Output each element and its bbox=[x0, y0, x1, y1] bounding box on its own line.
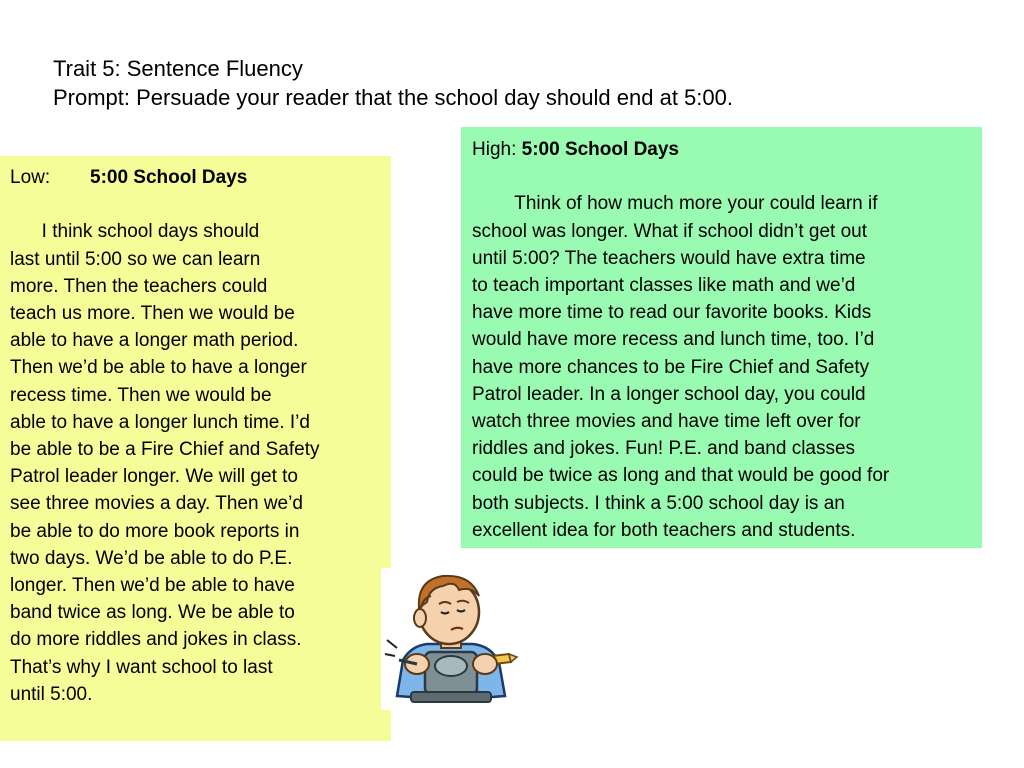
low-essay-line: see three movies a day. Then we’d bbox=[10, 493, 303, 515]
low-essay-line: be able to be a Fire Chief and Safety bbox=[10, 439, 320, 461]
low-essay-body bbox=[10, 218, 385, 708]
high-essay-line: Patrol leader. In a longer school day, you could bbox=[472, 383, 866, 405]
high-essay-line: to teach important classes like math and we’d bbox=[472, 275, 856, 296]
low-essay-line: more. Then the teachers could bbox=[10, 275, 268, 297]
high-essay-line: until 5:00? The teachers would have extra time bbox=[472, 247, 866, 269]
low-essay-line: band twice as long. We be able to bbox=[10, 602, 295, 624]
low-essay-line: Patrol leader longer. We will get to bbox=[10, 466, 298, 488]
high-essay-line: both subjects. I think a 5:00 school day is an bbox=[472, 492, 845, 514]
high-essay-line: have more chances to be Fire Chief and Safety bbox=[472, 356, 870, 378]
spacer bbox=[10, 191, 385, 218]
high-essay-line: could be twice as long and that would be good for bbox=[472, 465, 890, 487]
boy-sharpening-pencil-icon bbox=[381, 568, 521, 710]
high-label: High: bbox=[472, 139, 517, 160]
slide-header bbox=[53, 54, 733, 112]
high-essay-line: have more time to read our favorite books. Kids bbox=[472, 302, 872, 324]
low-label: Low: bbox=[10, 167, 51, 188]
spacer bbox=[472, 163, 976, 190]
high-essay-line: watch three movies and have time left over for bbox=[472, 411, 861, 433]
high-essay-line: Think of how much more your could learn if bbox=[472, 193, 878, 215]
high-title-row bbox=[472, 136, 976, 163]
low-essay-line: last until 5:00 so we can learn bbox=[10, 248, 261, 270]
low-essay-line: do more riddles and jokes in class. bbox=[10, 629, 302, 651]
low-essay-line: until 5:00. bbox=[10, 683, 93, 705]
low-essay-line: Then we’d be able to have a longer bbox=[10, 357, 307, 379]
high-essay-line: excellent idea for both teachers and students. bbox=[472, 519, 856, 541]
low-essay-line: That’s why I want school to last bbox=[10, 656, 273, 678]
low-title-row bbox=[10, 164, 385, 191]
low-essay-line: two days. We’d be able to do P.E. bbox=[10, 547, 293, 569]
low-essay-line: I think school days should bbox=[10, 221, 260, 243]
high-sample-panel bbox=[461, 127, 982, 548]
high-essay-line: school was longer. What if school didn’t get out bbox=[472, 220, 868, 242]
low-essay-line: able to have a longer lunch time. I’d bbox=[10, 411, 310, 433]
low-essay-line: longer. Then we’d be able to have bbox=[10, 575, 295, 597]
high-title: 5:00 School Days bbox=[521, 139, 679, 160]
prompt-text: Prompt: Persuade your reader that the school day should end at 5:00. bbox=[53, 85, 733, 110]
low-title: 5:00 School Days bbox=[90, 167, 248, 188]
low-essay-line: able to have a longer math period. bbox=[10, 330, 299, 352]
low-sample-panel bbox=[0, 156, 391, 741]
low-essay-line: be able to do more book reports in bbox=[10, 520, 300, 542]
high-essay-line: would have more recess and lunch time, too. I’d bbox=[472, 329, 875, 351]
high-essay-line: riddles and jokes. Fun! P.E. and band classes bbox=[472, 438, 856, 460]
high-essay-body bbox=[472, 190, 976, 544]
low-essay-line: recess time. Then we would be bbox=[10, 384, 272, 406]
trait-title: Trait 5: Sentence Fluency bbox=[53, 56, 303, 81]
low-essay-line: teach us more. Then we would be bbox=[10, 303, 295, 324]
